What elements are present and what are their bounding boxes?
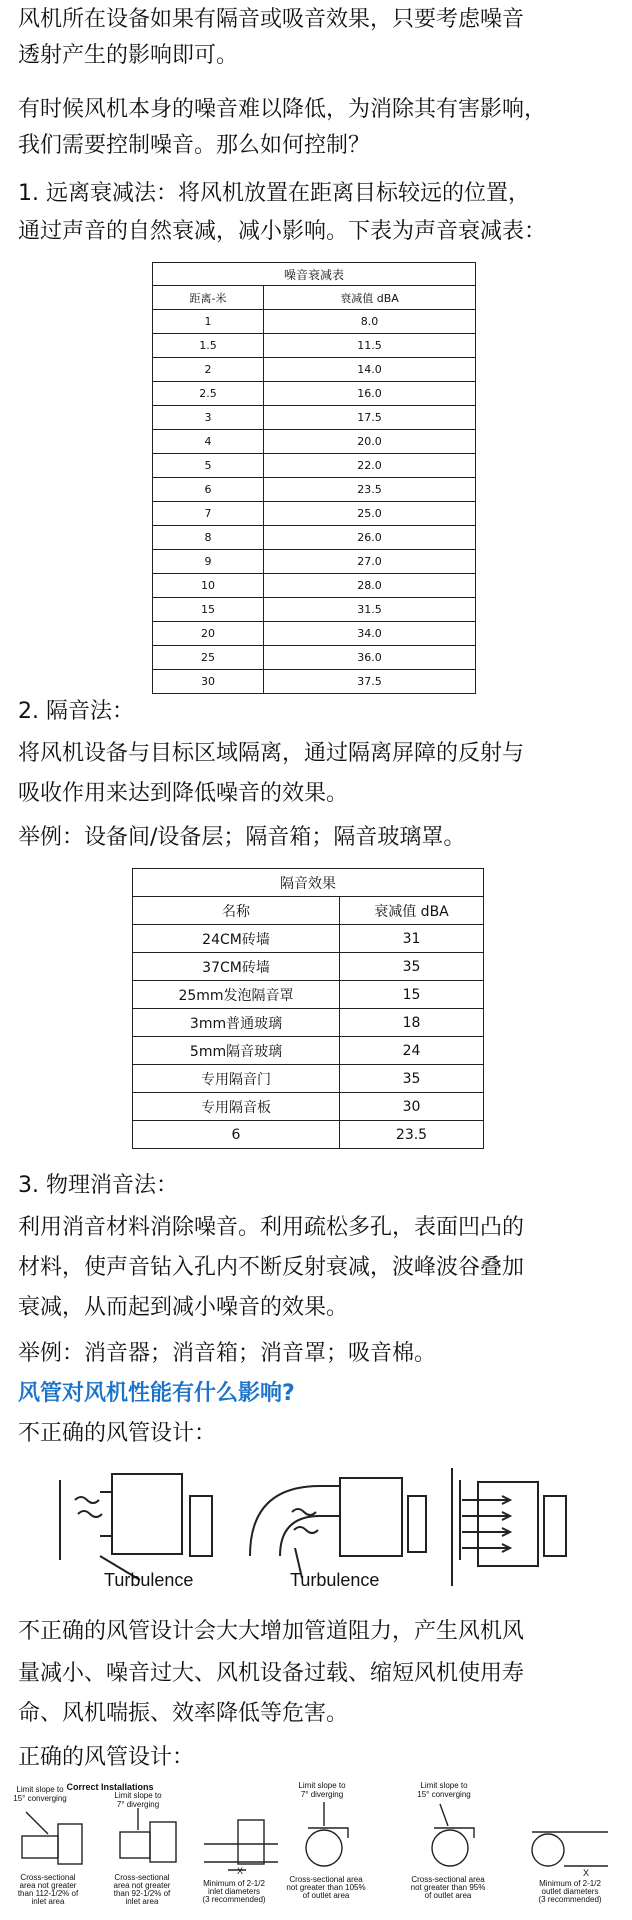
method-2-line-2: 吸收作用来达到降低噪音的效果。 bbox=[18, 781, 349, 806]
table-cell: 3mm普通玻璃 bbox=[133, 1009, 340, 1037]
note-b2: 7° diverging bbox=[116, 1800, 160, 1809]
table-cell: 11.5 bbox=[264, 334, 476, 358]
flow-arrows bbox=[462, 1500, 510, 1548]
fan-housing-3 bbox=[478, 1482, 538, 1566]
note-f3: than 92-1/2% of bbox=[113, 1889, 171, 1898]
harm-line-2: 量减小、噪音过大、风机设备过载、缩短风机使用寿 bbox=[18, 1661, 525, 1686]
method-2-example: 举例：设备间/设备层；隔音箱；隔音玻璃罩。 bbox=[18, 825, 466, 850]
note-g3: (3 recommended) bbox=[202, 1895, 266, 1904]
table-cell: 28.0 bbox=[264, 574, 476, 598]
table-cell: 37.5 bbox=[264, 670, 476, 694]
fan-motor-3 bbox=[544, 1496, 566, 1556]
table-row bbox=[153, 406, 476, 430]
turbulence-swirl-1 bbox=[75, 1497, 102, 1517]
table-cell: 14.0 bbox=[264, 358, 476, 382]
table-row bbox=[133, 1121, 484, 1149]
table-cell: 16.0 bbox=[264, 382, 476, 406]
table-cell: 25 bbox=[153, 646, 264, 670]
table-cell: 18 bbox=[340, 1009, 484, 1037]
note-c2: 7° diverging bbox=[300, 1790, 344, 1799]
note-i2: not greater than 95% bbox=[410, 1883, 486, 1892]
table-row bbox=[153, 574, 476, 598]
duct-2 bbox=[120, 1832, 150, 1858]
note-d2: 15° converging bbox=[417, 1790, 471, 1799]
table-row bbox=[133, 1037, 484, 1065]
intro-line-3: 有时候风机本身的噪音难以降低，为消除其有害影响， bbox=[18, 97, 547, 122]
harm-line-3: 命、风机喘振、效率降低等危害。 bbox=[18, 1701, 349, 1726]
table-cell: 25.0 bbox=[264, 502, 476, 526]
fan-5 bbox=[432, 1830, 468, 1866]
fan-2 bbox=[150, 1822, 176, 1862]
table-cell: 5mm隔音玻璃 bbox=[133, 1037, 340, 1065]
note-d1: Limit slope to bbox=[420, 1781, 468, 1790]
note-f2: area not greater bbox=[113, 1881, 171, 1890]
column-header: 名称 bbox=[133, 897, 340, 925]
table-row bbox=[133, 925, 484, 953]
table-cell: 17.5 bbox=[264, 406, 476, 430]
duct-1 bbox=[22, 1836, 58, 1858]
dimension-x-1: X bbox=[236, 1866, 244, 1876]
method-3-line-3: 衰减，从而起到减小噪音的效果。 bbox=[18, 1295, 349, 1320]
fan-1 bbox=[58, 1824, 82, 1864]
table-row bbox=[153, 550, 476, 574]
method-2-line-1: 将风机设备与目标区域隔离，通过隔离屏障的反射与 bbox=[18, 741, 525, 766]
table-cell: 2.5 bbox=[153, 382, 264, 406]
table-row bbox=[153, 526, 476, 550]
table-cell: 25mm发泡隔音罩 bbox=[133, 981, 340, 1009]
method-3-example: 举例：消音器；消音箱；消音罩；吸音棉。 bbox=[18, 1341, 437, 1366]
sound-insulation-table bbox=[132, 868, 484, 1149]
table-cell: 23.5 bbox=[264, 478, 476, 502]
table-cell: 22.0 bbox=[264, 454, 476, 478]
note-f1: Cross-sectional bbox=[114, 1873, 170, 1882]
note-g1: Minimum of 2-1/2 bbox=[203, 1879, 265, 1888]
table-row bbox=[153, 358, 476, 382]
correct-duct-diagram bbox=[8, 1778, 624, 1916]
note-f4: inlet area bbox=[125, 1897, 159, 1906]
table-cell: 2 bbox=[153, 358, 264, 382]
table-cell: 31.5 bbox=[264, 598, 476, 622]
table-cell: 20.0 bbox=[264, 430, 476, 454]
table-cell: 15 bbox=[153, 598, 264, 622]
table-cell: 36.0 bbox=[264, 646, 476, 670]
table-cell: 35 bbox=[340, 1065, 484, 1093]
note-e4: inlet area bbox=[31, 1897, 65, 1906]
fan-4 bbox=[306, 1830, 342, 1866]
table-cell: 20 bbox=[153, 622, 264, 646]
table-row bbox=[153, 454, 476, 478]
correct-installations-title: Correct Installations bbox=[66, 1782, 154, 1792]
table-row bbox=[153, 670, 476, 694]
table-cell: 5 bbox=[153, 454, 264, 478]
table-cell: 24CM砖墙 bbox=[133, 925, 340, 953]
table-cell: 专用隔音门 bbox=[133, 1065, 340, 1093]
note-b1: Limit slope to bbox=[114, 1791, 162, 1800]
wrong-duct-label: 不正确的风管设计： bbox=[18, 1421, 217, 1446]
method-1-line-2: 通过声音的自然衰减，减小影响。下表为声音衰减表： bbox=[18, 219, 547, 244]
table-cell: 8.0 bbox=[264, 310, 476, 334]
note-e2: area not greater bbox=[19, 1881, 77, 1890]
note-c1: Limit slope to bbox=[298, 1781, 346, 1790]
table-caption: 噪音衰减表 bbox=[153, 263, 476, 286]
table-cell: 1.5 bbox=[153, 334, 264, 358]
table-cell: 10 bbox=[153, 574, 264, 598]
table-row bbox=[153, 598, 476, 622]
table-row bbox=[133, 981, 484, 1009]
table-cell: 35 bbox=[340, 953, 484, 981]
table-cell: 30 bbox=[153, 670, 264, 694]
method-2-title: 2. 隔音法： bbox=[18, 699, 134, 724]
fan-motor-1 bbox=[190, 1496, 212, 1556]
dimension-x-2: X bbox=[582, 1868, 590, 1878]
method-1-line-1: 1. 远离衰减法：将风机放置在距离目标较远的位置， bbox=[18, 181, 530, 206]
method-3-title: 3. 物理消音法： bbox=[18, 1173, 178, 1198]
note-h2: not greater than 105% bbox=[286, 1883, 366, 1892]
note-h1: Cross-sectional area bbox=[289, 1875, 363, 1884]
note-a1: Limit slope to bbox=[16, 1785, 64, 1794]
table-cell: 37CM砖墙 bbox=[133, 953, 340, 981]
table-row bbox=[153, 646, 476, 670]
table-cell: 30 bbox=[340, 1093, 484, 1121]
table-cell: 7 bbox=[153, 502, 264, 526]
noise-attenuation-table bbox=[152, 262, 476, 694]
incorrect-duct-diagram bbox=[40, 1456, 600, 1588]
table-row bbox=[153, 478, 476, 502]
fan-housing-2 bbox=[340, 1478, 402, 1556]
duct-3 bbox=[204, 1844, 278, 1862]
turbulence-label-1: Turbulence bbox=[104, 1570, 194, 1588]
column-header: 衰减值 dBA bbox=[264, 286, 476, 310]
table-cell: 27.0 bbox=[264, 550, 476, 574]
table-row bbox=[133, 1065, 484, 1093]
column-header: 衰减值 dBA bbox=[340, 897, 484, 925]
table-cell: 1 bbox=[153, 310, 264, 334]
table-row bbox=[133, 1093, 484, 1121]
note-a2: 15° converging bbox=[13, 1794, 67, 1803]
table-cell: 24 bbox=[340, 1037, 484, 1065]
method-3-line-1: 利用消音材料消除噪音。利用疏松多孔，表面凹凸的 bbox=[18, 1215, 525, 1240]
note-i1: Cross-sectional area bbox=[411, 1875, 485, 1884]
note-e3: than 112-1/2% of bbox=[17, 1889, 79, 1898]
note-e1: Cross-sectional bbox=[20, 1873, 76, 1882]
table-caption: 隔音效果 bbox=[133, 869, 484, 897]
table-row bbox=[133, 1009, 484, 1037]
table-cell: 专用隔音板 bbox=[133, 1093, 340, 1121]
note-j1: Minimum of 2-1/2 bbox=[539, 1879, 601, 1888]
fan-motor-2 bbox=[408, 1496, 426, 1552]
table-row bbox=[153, 382, 476, 406]
table-cell: 31 bbox=[340, 925, 484, 953]
fan-housing-1 bbox=[112, 1474, 182, 1554]
table-cell: 4 bbox=[153, 430, 264, 454]
table-cell: 6 bbox=[153, 478, 264, 502]
table-row bbox=[153, 334, 476, 358]
table-row bbox=[153, 622, 476, 646]
note-h3: of outlet area bbox=[302, 1891, 350, 1900]
table-cell: 23.5 bbox=[340, 1121, 484, 1149]
table-cell: 26.0 bbox=[264, 526, 476, 550]
duct-wall bbox=[452, 1468, 460, 1586]
intro-line-2: 透射产生的影响即可。 bbox=[18, 43, 239, 68]
note-i3: of outlet area bbox=[424, 1891, 472, 1900]
note-g2: inlet diameters bbox=[207, 1887, 261, 1896]
table-cell: 15 bbox=[340, 981, 484, 1009]
correct-duct-label: 正确的风管设计： bbox=[18, 1745, 195, 1770]
table-row bbox=[133, 953, 484, 981]
table-row bbox=[153, 430, 476, 454]
harm-line-1: 不正确的风管设计会大大增加管道阻力，产生风机风 bbox=[18, 1619, 525, 1644]
table-cell: 8 bbox=[153, 526, 264, 550]
duct-heading: 风管对风机性能有什么影响? bbox=[18, 1381, 295, 1406]
table-row bbox=[153, 310, 476, 334]
table-cell: 9 bbox=[153, 550, 264, 574]
turbulence-label-2: Turbulence bbox=[290, 1570, 380, 1588]
method-3-line-2: 材料，使声音钻入孔内不断反射衰减，波峰波谷叠加 bbox=[18, 1255, 525, 1280]
fan-6 bbox=[532, 1834, 564, 1866]
column-header: 距离-米 bbox=[153, 286, 264, 310]
table-cell: 6 bbox=[133, 1121, 340, 1149]
note-j2: outlet diameters bbox=[541, 1887, 599, 1896]
intro-line-4: 我们需要控制噪音。那么如何控制？ bbox=[18, 133, 371, 158]
table-cell: 3 bbox=[153, 406, 264, 430]
table-row bbox=[153, 502, 476, 526]
table-cell: 34.0 bbox=[264, 622, 476, 646]
note-j3: (3 recommended) bbox=[538, 1895, 602, 1904]
intro-line-1: 风机所在设备如果有隔音或吸音效果，只要考虑噪音 bbox=[18, 7, 525, 32]
